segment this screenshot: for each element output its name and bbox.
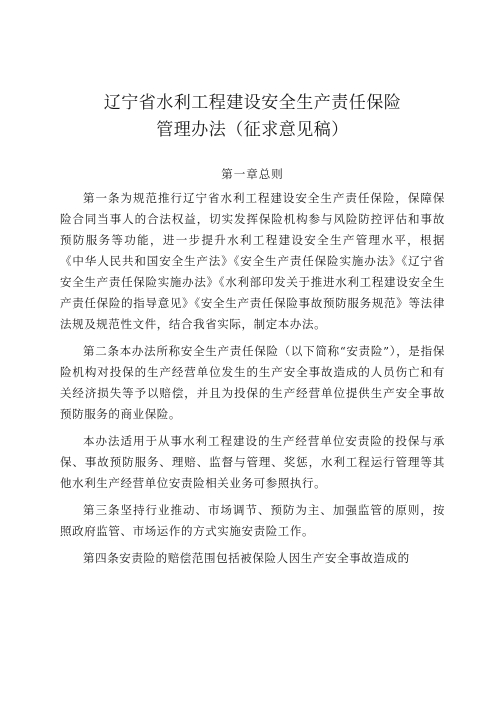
paragraph-article-2: 第二条本办法所称安全生产责任保险（以下简称“安责险”），是指保险机构对投保的生产经营单位发生的生产安全事故造成的人员伤亡和有关经济损失等予以赔偿，并且为投保的生产经营单位提供生产安全事故预防服务的商业保险。 bbox=[60, 344, 445, 421]
chapter-heading: 第一章总则 bbox=[221, 167, 284, 181]
paragraph-article-3: 第三条坚持行业推动、市场调节、预防为主、加强监管的原则，按照政府监管、市场运作的方式实施安责险工作。 bbox=[60, 503, 445, 538]
paragraph-scope: 本办法适用于从事水利工程建设的生产经营单位安责险的投保与承保、事故预防服务、理赔、监督与管理、奖惩，水利工程运行管理等其他水利生产经营单位安责险相关业务可参照执行。 bbox=[60, 434, 445, 490]
paragraph-article-4: 第四条安责险的赔偿范围包括被保险人因生产安全事故造成的 bbox=[83, 551, 410, 565]
title-line-2: 管理办法（征求意见稿） bbox=[156, 120, 349, 140]
title-line-1: 辽宁省水利工程建设安全生产责任保险 bbox=[103, 93, 402, 113]
paragraph-article-1: 第一条为规范推行辽宁省水利工程建设安全生产责任保险，保障保险合同当事人的合法权益，切实发挥保险机构参与风险防控评估和事故预防服务等功能，进一步提升水利工程建设安全生产管理水平，根据《中华人民共和国安全生产法》《安全生产责任保险实施办法》《辽宁省安全生产责任保险实施办法》《水利部印发关于推进水利工程建设安全生产责任保险的指导意见》《安全生产责任保险事故预防服务规范》等法律法规及规范性文件，结合我省实际，制定本办法。 bbox=[60, 191, 445, 331]
document-title bbox=[60, 90, 445, 144]
